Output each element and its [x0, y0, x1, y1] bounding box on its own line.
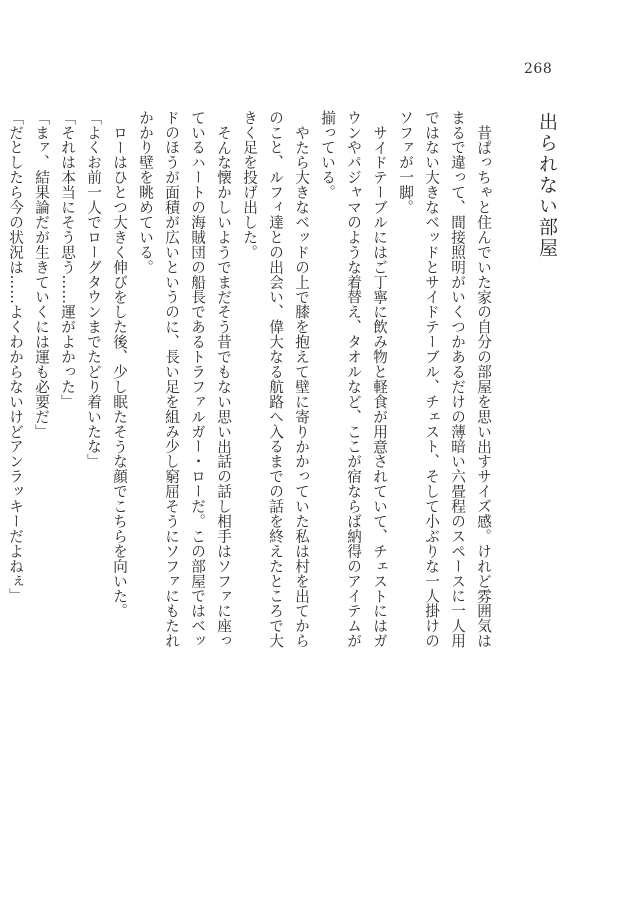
dialogue-line-4: 「だとしたら今の状況は……よくわからないけどアンラッキーだよねぇ」 [7, 110, 24, 604]
paragraph-4: そんな懐かしいようでまだそう昔でもない思い出話の話し相手はソファに座っているハートの海賊団の船長であるトラファルガー・ローだ。この部屋ではベッドのほうが面積が広いというのに、長い足を組み少し窮屈そうにソファにもたれかかり壁を眺めている。 [137, 110, 232, 649]
paragraph-2: サイドテーブルにはご丁寧に飲み物と軽食が用意されていて、チェストにはガウンやパジャマのような着替え、タオルなど、ここが宿ならば納得のアイテムが揃っている。 [319, 110, 388, 649]
dialogue-line-3: 「まァ、結果論だが生きていくには運も必要だ」 [33, 110, 50, 439]
body-text [2, 110, 496, 650]
paragraph-3: やたら大きなベッドの上で膝を抱えて壁に寄りかかっていた私は村を出てからのこと、ルフィ達との出会い、偉大なる航路へ入るまでの話を終えたところで大きく足を投げ出した。 [241, 110, 310, 649]
chapter-title: 出られない部屋 [536, 112, 558, 259]
paragraph-1: 昔ぱっちゃと住んでいた家の自分の部屋を思い出すサイズ感。けれど雰囲気はまるで違って、間接照明がいくつかあるだけの薄暗い六畳程のスペースに一人用ではない大きなベッドとサイドテーブル、チェスト、そして小ぶりな一人掛けのソファが一脚。 [397, 110, 492, 649]
dialogue-line-2: 「それは本当にそう思う……運がよかった」 [59, 110, 76, 409]
page-number: 268 [524, 61, 553, 77]
paragraph-5: ローはひとつ大きく伸びをした後、少し眠たそうな顔でこちらを向いた。 [111, 124, 128, 618]
dialogue-line-1: 「よくお前一人でローグタウンまでたどり着いたな」 [85, 110, 102, 469]
